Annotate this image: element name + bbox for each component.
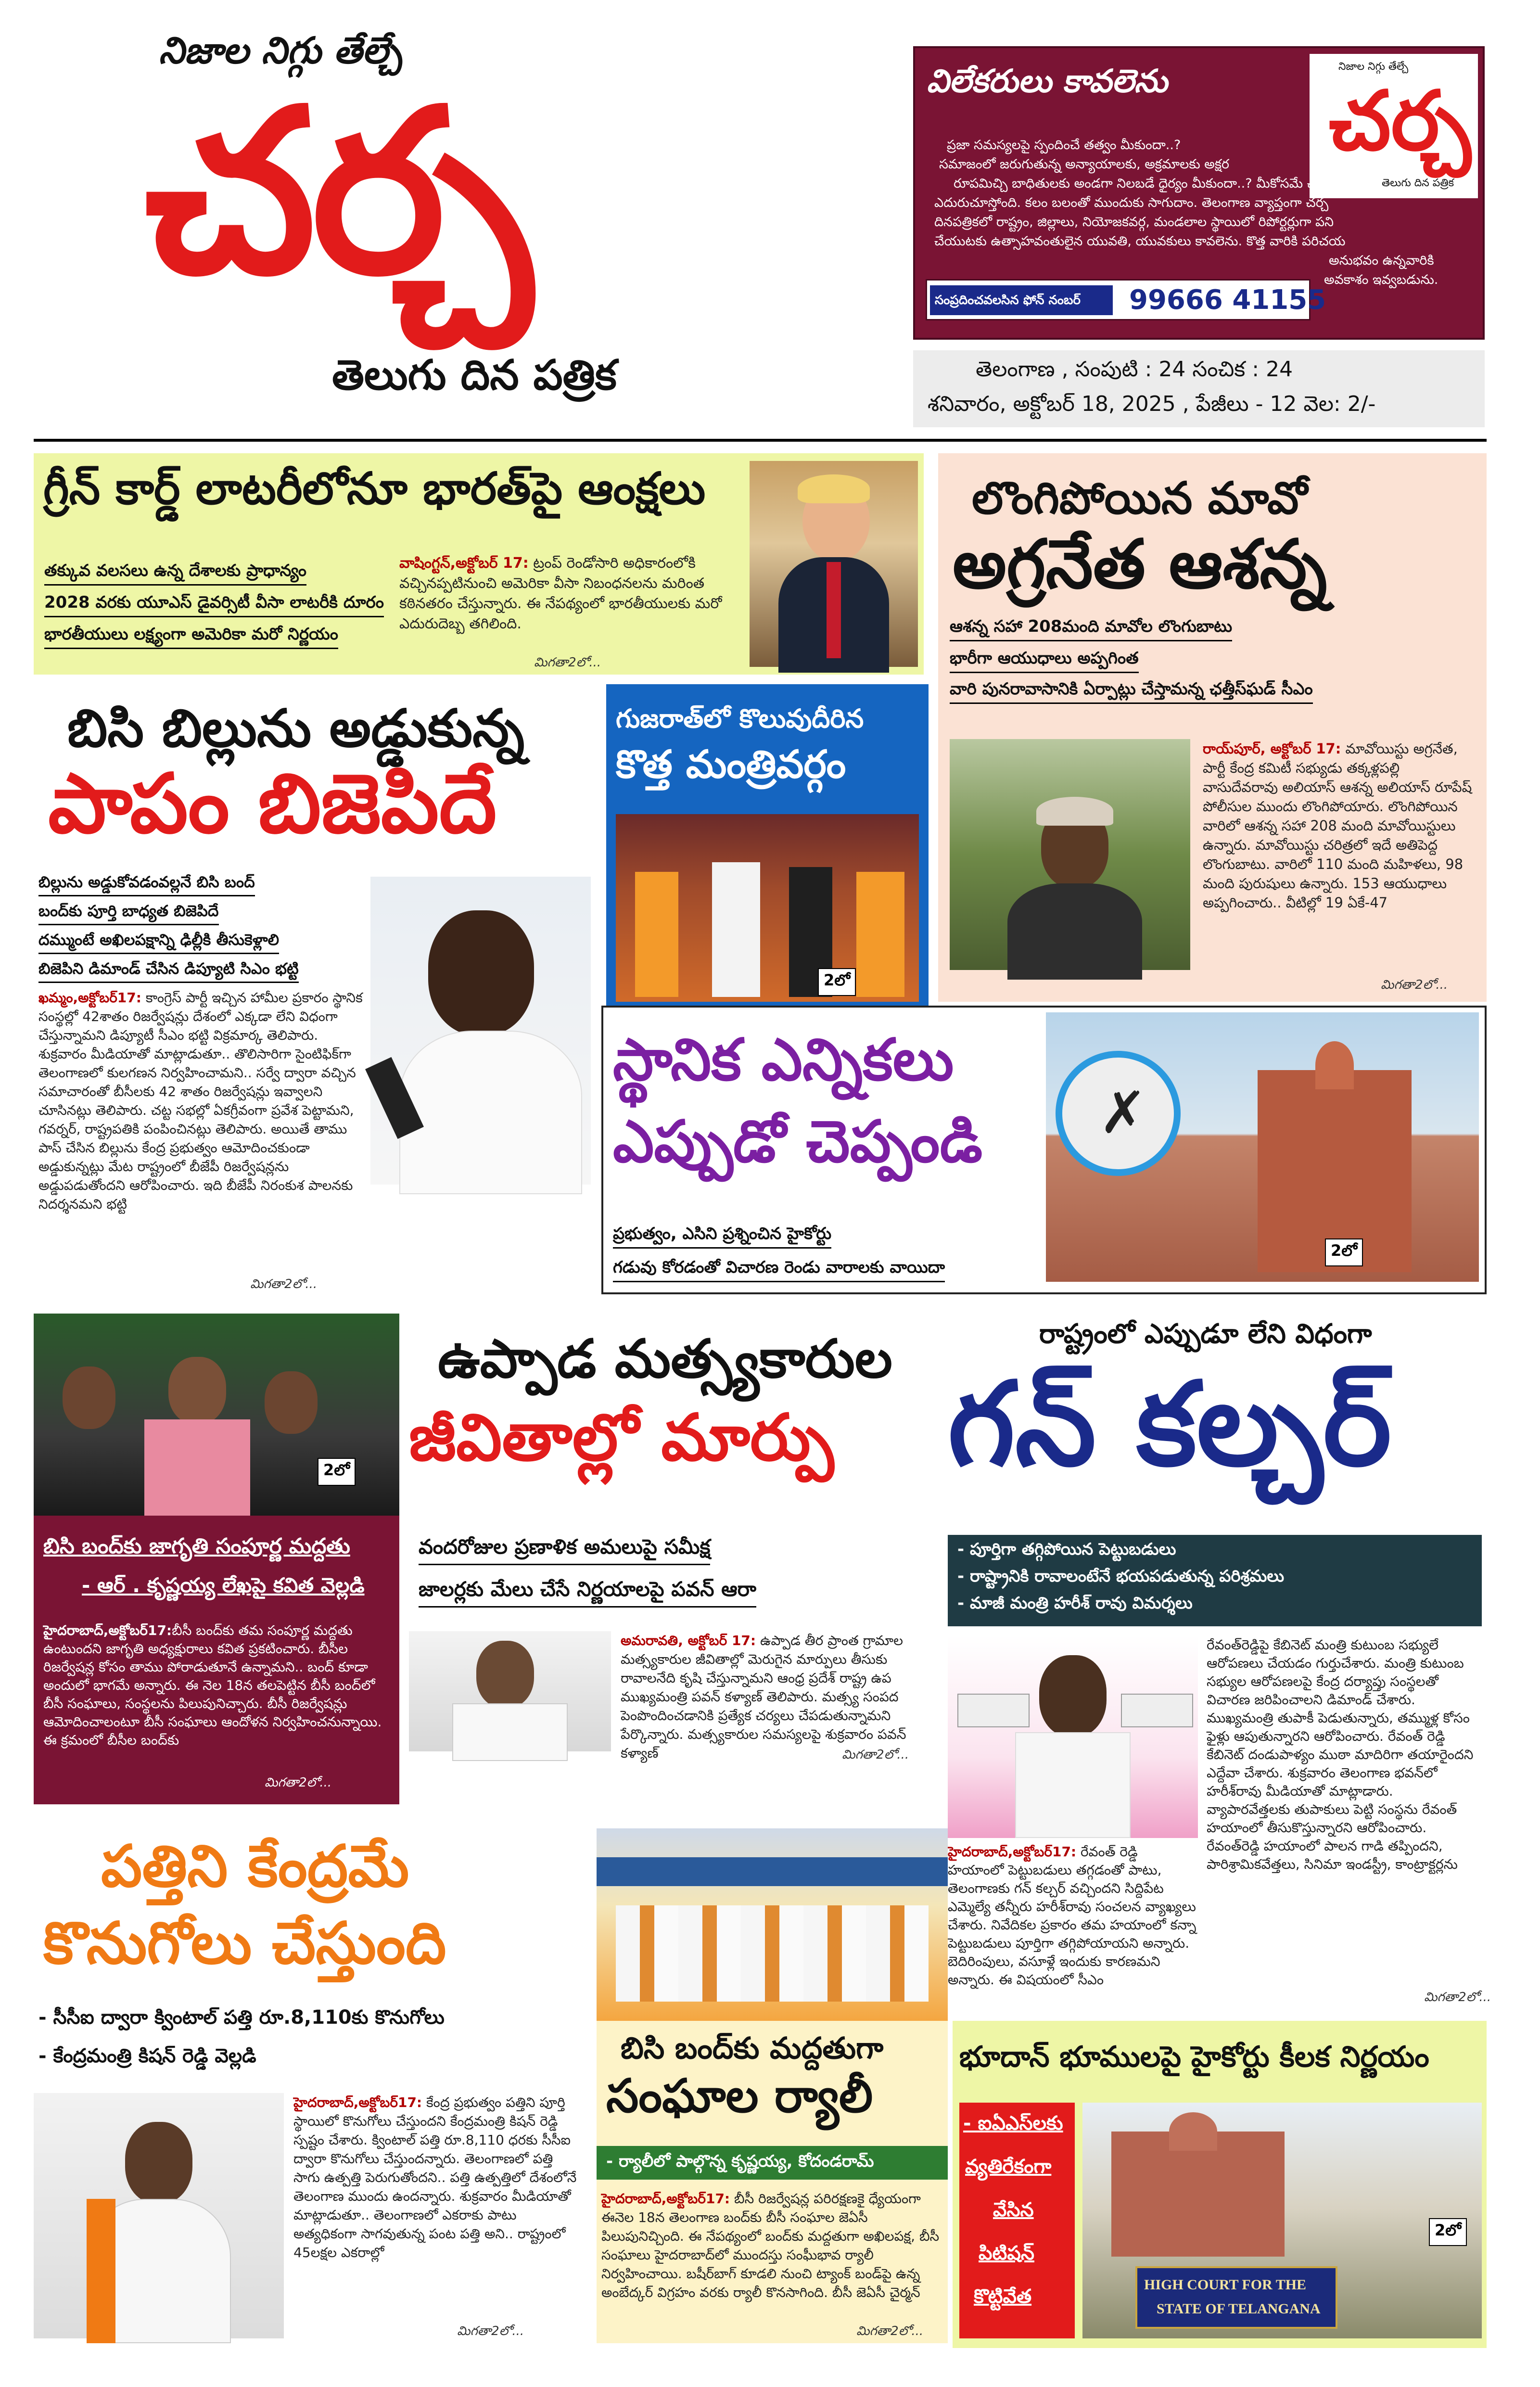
ad-line: సమాజంలో జరుగుతున్న అన్యాయాలకు, అక్రమాలకు అక్షర [939,157,1229,172]
uppada-bullet: జాలర్లకు మేలు చేసే నిర్ణయాలపై పవన్ ఆరా [419,1577,756,1608]
trump-photo [750,461,918,667]
ad-line: రూపమిచ్చి బాధితులకు అండగా నిలబడే ధైర్యం మీకుందా..? మీకోసమే చర్చ [954,176,1330,191]
rally-headline: సంఘాల ర్యాలీ [606,2069,873,2123]
bc-bill-bullet: బిల్లును అడ్డుకోవడంవల్లనే బిసి బంద్ [38,873,255,896]
green-card-body [399,553,746,654]
uppada-story [409,1314,938,1766]
uppada-more[interactable]: మిగతా2లో... [842,1748,909,1762]
local-polls-bullet: ప్రభుత్వం, ఎసిని ప్రశ్నించిన హైకోర్టు [613,1224,831,1249]
gun-headline: గన్ కల్చర్ [948,1357,1392,1492]
maoist-dateline: రాయ్‌పూర్, అక్టోబర్ 17: [1203,740,1341,757]
green-card-story [34,453,924,675]
ad-line: ప్రజా సమస్యలపై స్పందించే తత్వం మీకుందా..? [947,138,1181,153]
local-polls-story [601,1006,1487,1294]
uppada-kicker: ఉప్పాడ మత్స్యకారుల [438,1328,892,1390]
harish-rao-photo [948,1636,1198,1838]
uppada-text: ఉప్పాడ తీర ప్రాంత గ్రామాల మత్స్యకారుల జీవితాల్లో మెరుగైన మార్పులు తీసుకు రావాలనేది కృషి చేస్తున్నామని ఆంధ్ర ప్రదేశ్ రాష్ట్ర ఉప ముఖ్యమంత్రి పవన్ కళ్యాణ్ తెలిపారు. మత్స్య సంపద పెంపొందించడానికి ప్రత్యేక చర్యలు చేపడుతున్నామని పేర్కొన్నారు. మత్స్యకారుల సమస్యలపై శుక్రవారం పవన్ కళ్యాణ్ [621,1633,906,1761]
gun-story [943,1314,1491,2006]
high-court-sign [1135,2266,1337,2329]
gun-body2 [948,1843,1198,1997]
gun-more[interactable]: మిగతా2లో... [1424,1990,1491,2004]
bhoodan-sign2: STATE OF TELANGANA [1157,2301,1321,2317]
maoist-headline: అగ్రనేత ఆశన్న [953,525,1327,604]
ad-line: అనుభవం ఉన్నవారికి [1329,253,1434,268]
kavitha-dateline: హైదరాబాద్,అక్టోబర్17: [43,1622,172,1638]
maoist-bullet: వారి పునరావాసానికి ఏర్పాట్లు చేస్తామన్న ఛత్తీస్‌ఘడ్ సీఎం [950,679,1313,704]
bc-bill-more[interactable]: మిగతా2లో... [250,1277,318,1291]
gujarat-ministers-photo [616,814,919,1002]
kavitha-more[interactable]: మిగతా2లో... [265,1775,332,1790]
rally-dateline: హైదరాబాద్,అక్టోబర్17: [601,2191,730,2207]
rally-sub-bar [597,2146,948,2180]
bhoodan-badge: 2లో [1429,2218,1467,2246]
gujarat-line1: గుజరాత్‌లో కొలువుదీరిన [616,703,864,734]
gun-body1 [1207,1636,1481,1992]
maoist-bullet: భారీగా ఆయుధాలు అప్పగింత [950,649,1139,673]
ad-line: అవకాశం ఇవ్వబడును. [1324,272,1438,287]
issue-line1: తెలంగాణ , సంపుటి : 24 సంచిక : 24 [976,357,1293,382]
bhoodan-side-line: కొట్టివేత [974,2285,1032,2308]
cotton-line1: పత్తిని కేంద్రమే [101,1833,409,1900]
gujarat-badge: 2లో [818,968,856,996]
recruitment-ad [913,46,1485,340]
kishan-reddy-photo [34,2093,284,2338]
local-polls-line1: స్థానిక ఎన్నికలు [613,1027,954,1094]
uppada-headline: జీవితాల్లో మార్పు [409,1400,834,1475]
ad-phone[interactable]: 99666 41155 [1129,284,1326,316]
issue-line2: శనివారం, అక్టోబర్ 18, 2025 , పేజీలు - 12 వెల: 2/- [928,392,1376,416]
gun-bullet: - మాజీ మంత్రి హరీశ్ రావు విమర్శలు [957,1594,1193,1613]
rally-body [601,2189,943,2319]
cotton-body [293,2093,582,2319]
local-polls-line2: ఎప్పుడో చెప్పండి [613,1109,983,1175]
green-card-text: ట్రంప్ రెండోసారి అధికారంలోకి వచ్చినప్పటినుంచి అమెరికా వీసా నిబంధనలను మరింత కఠినతరం చేస్తున్నారు. ఈ నేపథ్యంలో భారతీయులకు మరో ఎదురుదెబ్బ తగిలింది. [399,555,722,632]
rally-story [597,1828,948,2343]
rally-more[interactable]: మిగతా2లో... [856,2324,924,2338]
gujarat-line2: కొత్త మంత్రివర్గం [616,742,846,787]
ashanna-photo [950,739,1190,970]
bhoodan-side-line: వ్యతిరేకంగా [965,2156,1052,2178]
ad-logo-sub: తెలుగు దిన పత్రిక [1382,177,1454,189]
uppada-dateline: అమరావతి, అక్టోబర్ 17: [621,1633,756,1648]
kavitha-story [34,1314,399,1804]
rally-kicker: బిసి బంద్‌కు మద్దతుగా [621,2030,884,2066]
gun-kicker: రాష్ట్రంలో ఎప్పుడూ లేని విధంగా [1039,1318,1372,1350]
local-polls-badge: 2లో [1325,1238,1363,1266]
kavitha-badge: 2లో [318,1458,356,1486]
bhatti-photo [370,877,591,1185]
rally-sub: - ర్యాలీలో పాల్గొన్న కృష్ణయ్య, కోదండరామ్ [606,2152,874,2171]
bc-bill-story [34,684,597,1300]
maoist-more[interactable]: మిగతా2లో... [1381,978,1448,992]
maoist-story [938,453,1487,1002]
cotton-bullet: - కేంద్రమంత్రి కిషన్ రెడ్డి వెల్లడి [38,2045,256,2067]
green-card-headline: గ్రీన్ కార్డ్ లాటరీలోనూ భారత్‌పై ఆంక్షలు [43,463,706,514]
ad-title: విలేకరులు కావలెను [927,63,1168,100]
cotton-line2: కొనుగోలు చేస్తుంది [43,1910,446,1977]
kavitha-body [43,1621,390,1766]
kavitha-text: బీసీ బంద్‌కు తమ సంపూర్ణ మద్దతు ఉంటుందని జాగృతి అధ్యక్షురాలు కవిత ప్రకటించారు. బీసీల రిజర్వేషన్ల కోసం తాము పోరాడుతూనే ఉన్నామని.. బంద్ కూడా అందులో భాగమే అన్నారు. ఈ నెల 18న తలపెట్టిన బీసీ బంద్‌లో బీసీ సంఘాలు, సంస్థలను పిలుపునిచ్చారు. బీసీ రిజర్వేషన్లు ఆమోదించాలంటూ బీసీ సంఘాలు ఆందోళన నిర్వహించనున్నాయి. ఈ క్రమంలో బీసీల బంద్‌కు [43,1622,382,1748]
cotton-bullet: - సీసీఐ ద్వారా క్వింటాల్ పత్తి రూ.8,110కు కొనుగోలు [38,2006,445,2029]
bc-bill-body [38,988,366,1258]
ad-logo-slogan: నిజాల నిగ్గు తేల్చే [1338,61,1409,73]
uppada-bullet: వందరోజుల ప్రణాళిక అమలుపై సమీక్ష [419,1535,710,1565]
gun-bullets [948,1535,1482,1626]
kavitha-sub: - ఆర్ . కృష్ణయ్య లేఖపై కవిత వెల్లడి [82,1573,365,1597]
cotton-text: కేంద్ర ప్రభుత్వం పత్తిని పూర్తి స్థాయిలో కొనుగోలు చేస్తుందని కేంద్రమంత్రి కిషన్ రెడ్డి స్పష్టం చేశారు. క్వింటాల్ పత్తి రూ.8,110 ధరకు సీసీఐ ద్వారా కొనుగోలు చేస్తుందన్నారు. తెలంగాణలో పత్తి సాగు ఉత్పత్తి పెరుగుతోందని.. పత్తి ఉత్పత్తిలో దేశంలోనే తెలంగాణ ముందు ఉందన్నారు. శుక్రవారం మీడియాతో మాట్లాడుతూ.. తెలంగాణలో ఎకరాకు పాటు అత్యధికంగా సాగవుతున్న పంట పత్తి అని.. రాష్ట్రంలో 45లక్షల ఎకరాల్లో [293,2094,577,2260]
bhoodan-side-line: పిటిషన్ [979,2242,1034,2264]
bc-bill-dateline: ఖమ్మం,అక్టోబర్17: [38,990,141,1006]
bc-bill-text: కాంగ్రెస్ పార్టీ ఇచ్చిన హామీల ప్రకారం స్థానిక సంస్థల్లో 42శాతం రిజర్వేషన్లు దేశంలో ఎక్కడా లేని విధంగా చేస్తున్నామని డిప్యూటీ సీఎం భట్టి విక్రమార్క తెలిపారు. శుక్రవారం మీడియాతో మాట్లాడుతూ.. తొలిసారిగా సైంటిఫిక్‌గా తెలంగాణలో కులగణన నిర్వహించామని.. సర్వే ద్వారా వచ్చిన సమాచారంతో బీసీలకు 42 శాతం రిజర్వేషన్లు ఇవ్వాలని చూసినట్లు తెలిపారు. చట్ట సభల్లో ఏకగ్రీవంగా ప్రవేశ పెట్టామని, గవర్నర్, రాష్ట్రపతికి పంపించినట్లు తెలిపారు. అయితే తాము పాస్ చేసిన బిల్లును కేంద్ర ప్రభుత్వం ఆమోదించకుండా అడ్డుకున్నట్లు మేట రాష్ట్రంలో బీజేపీ రిజర్వేషన్లను అడ్డుపడుతోందని ఆరోపించారు. ఇది బీజేపీ నిరంకుశ పాలనకు నిదర్శనమని భట్టి [38,990,363,1212]
kavitha-photo [34,1314,399,1516]
gun-bullet: - పూర్తిగా తగ్గిపోయిన పెట్టుబడులు [957,1540,1176,1559]
masthead-rule [34,439,1487,442]
bhoodan-side [959,2103,1075,2338]
gun-text1: రేవంత్‌రెడ్డిపై కేబినెట్ మంత్రి కుటుంబ సభ్యులే ఆరోపణలు చేయడం గుర్తుచేశారు. మంత్రి కుటుంబ సభ్యుల ఆరోపణలపై కేంద్ర దర్యాప్తు సంస్థలతో విచారణ జరిపించాలని డిమాండ్ చేశారు. ముఖ్యమంత్రి తుపాకీ పెడుతున్నారు, తమ్ముళ్ల కోసం ఫైళ్లు ఆపుతున్నారని ఆరోపించారు. రేవంత్ రెడ్డి కేబినెట్ దండుపాళ్యం ముఠా మాదిరిగా తయారైందని ఎద్దేవా చేశారు. శుక్రవారం తెలంగాణ భవన్‌లో హరీశ్‌రావు మీడియాతో మాట్లాడారు. వ్యాపారవేత్తలకు తుపాకులు పెట్టి సంస్థను రేవంత్ హయాంలో తీసుకొస్తున్నారని ఆరోపించారు. రేవంత్‌రెడ్డి హయాంలో పాలన గాడి తప్పిందని, పారిశ్రామికవేత్తలు, సినిమా ఇండస్ట్రీ, కాంట్రాక్టర్లను [1207,1637,1474,1872]
masthead-logo: చర్చ [144,61,528,324]
green-card-more[interactable]: మిగతా2లో... [534,655,601,670]
bhoodan-side-line: - ఐఏఎస్‌లకు [963,2112,1063,2134]
bc-bill-headline: పాపం బిజెపిదే [48,756,497,852]
gun-bullet: - రాష్ట్రానికి రావాలంటేనే భయపడుతున్న పరిశ్రమలు [957,1567,1285,1586]
bhoodan-story [953,2021,1487,2348]
green-card-bullet: భారతీయులు లక్ష్యంగా అమెరికా మరో నిర్ణయం [44,625,338,649]
maoist-body [1203,739,1479,941]
pawan-kalyan-photo [409,1631,611,1751]
local-polls-bullet: గడువు కోరడంతో విచారణ రెండు వారాలకు వాయిదా [613,1258,945,1282]
green-card-dateline: వాషింగ్టన్,అక్టోబర్ 17: [399,555,529,572]
gun-text2: రేవంత్ రెడ్డి హయాంలో పెట్టుబడులు తగ్గడంతో పాటు, తెలంగాణకు గన్ కల్చర్ వచ్చిందని సిద్దిపేట ఎమ్మెల్యే తన్నీరు హరీశ్‌రావు సంచలన వ్యాఖ్యలు చేశారు. నివేదికల ప్రకారం తమ హయాంలో కన్నా పెట్టుబడులు పూర్తిగా తగ్గిపోయాయని అన్నారు. బెదిరింపులు, వసూళ్లే ఇందుకు కారణమని అన్నారు. ఈ విషయంలో సీఎం [948,1844,1196,1988]
masthead-slogan: నిజాల నిగ్గు తేల్చే [159,29,402,72]
ad-line: ఎదురుచూస్తోంది. కలం బలంతో ముందుకు సాగుదాం. తెలంగాణ వ్యాప్తంగా చర్చ [934,195,1329,210]
bhoodan-sign1: HIGH COURT FOR THE [1144,2277,1307,2293]
bhoodan-headline: భూదాన్ భూములపై హైకోర్టు కీలక నిర్ణయం [959,2040,1429,2074]
cotton-more[interactable]: మిగతా2లో... [457,2324,524,2338]
maoist-kicker: లొంగిపోయిన మావో [972,472,1308,524]
rally-photo [597,1828,948,2021]
cotton-dateline: హైదరాబాద్,అక్టోబర్17: [293,2094,422,2110]
ballot-highcourt-photo: ✗ 2లో [1046,1012,1479,1282]
issue-info [913,350,1485,427]
ad-line: చేయుటకు ఉత్సాహవంతులైన యువతి, యువకులు కావలెను. కొత్త వారికి పరిచయ [934,234,1346,249]
ad-contact [926,279,1326,320]
green-card-bullet: 2028 వరకు యూఎస్ డైవర్సిటీ వీసా లాటరీకి దూరం [44,593,384,617]
rally-text: బీసీ రిజర్వేషన్ల పరిరక్షణకై ధ్యేయంగా ఈనెల 18న తెలంగాణ బంద్‌కు బీసీ సంఘాల జెఏసీ పిలుపునిచ్చింది. ఈ నేపథ్యంలో బంద్‌కు మద్దతుగా అఖిలపక్ష, బీసీ సంఘాలు హైదరాబాద్‌లో ముందస్తు సంఘీభావ ర్యాలీ నిర్వహించాయి. బషీర్‌బాగ్ కూడలి నుంచి ట్యాంక్ బండ్‌పై ఉన్న అంబేద్కర్ విగ్రహం వరకు ర్యాలీ కొనసాగింది. బీసీ జెఏసీ చైర్మన్ [601,2191,940,2300]
bc-bill-bullet: బంద్‌కు పూర్తి బాధ్యత బిజెపిదే [38,902,219,925]
bc-bill-kicker: బిసి బిల్లును అడ్డుకున్న [67,699,524,759]
cotton-story [34,1824,592,2348]
bhoodan-side-line: వేసిన [993,2199,1034,2221]
ad-contact-label: సంప్రదించవలసిన ఫోన్ నంబర్ [930,285,1113,315]
high-court-photo [1082,2103,1482,2338]
kavitha-headline: బిసి బంద్‌కు జాగృతి సంపూర్ణ మద్దతు [43,1534,350,1558]
maoist-text: మావోయిస్టు అగ్రనేత, పార్టీ కేంద్ర కమిటీ సభ్యుడు తక్కళ్లపల్లి వాసుదేవరావు అలియాస్ ఆశన్న అలియాస్ రూపేష్ పోలీసుల ముందు లొంగిపోయారు. లొంగిపోయిన వారిలో ఆశన్న సహా 208 మంది మావోయిస్టులు ఉన్నారు. మావోయిస్టు చరిత్రలో ఇదే అతిపెద్ద లొంగుబాటు. వారిలో 110 మంది మహిళలు, 98 మంది పురుషులు ఉన్నారు. 153 ఆయుధాలు అప్పగించారు.. వీటిల్లో 19 ఏకే-47 [1203,740,1472,911]
green-card-bullet: తక్కువ వలసలు ఉన్న దేశాలకు ప్రాధాన్యం [44,561,306,586]
ad-line: దినపత్రికలో రాష్ట్రం, జిల్లాలు, నియోజకవర్గ, మండలాల స్థాయిలో రిపోర్టర్లుగా పని [934,215,1334,230]
maoist-bullet: ఆశన్న సహా 208మంది మావోల లొంగుబాటు [950,617,1232,641]
masthead-subtitle: తెలుగు దిన పత్రిక [332,351,617,399]
gujarat-story [606,684,929,1011]
bc-bill-bullet: బిజెపిని డిమాండ్ చేసిన డిప్యూటి సిఎం భట్టి [38,959,299,983]
ad-body [928,136,1312,155]
bc-bill-bullet: దమ్ముంటే అఖిలపక్షాన్ని ఢిల్లీకి తీసుకెళ్లాలి [38,931,279,954]
gun-dateline: హైదరాబాద్,అక్టోబర్17: [948,1844,1077,1860]
ad-logo: చర్చ [1329,74,1471,169]
